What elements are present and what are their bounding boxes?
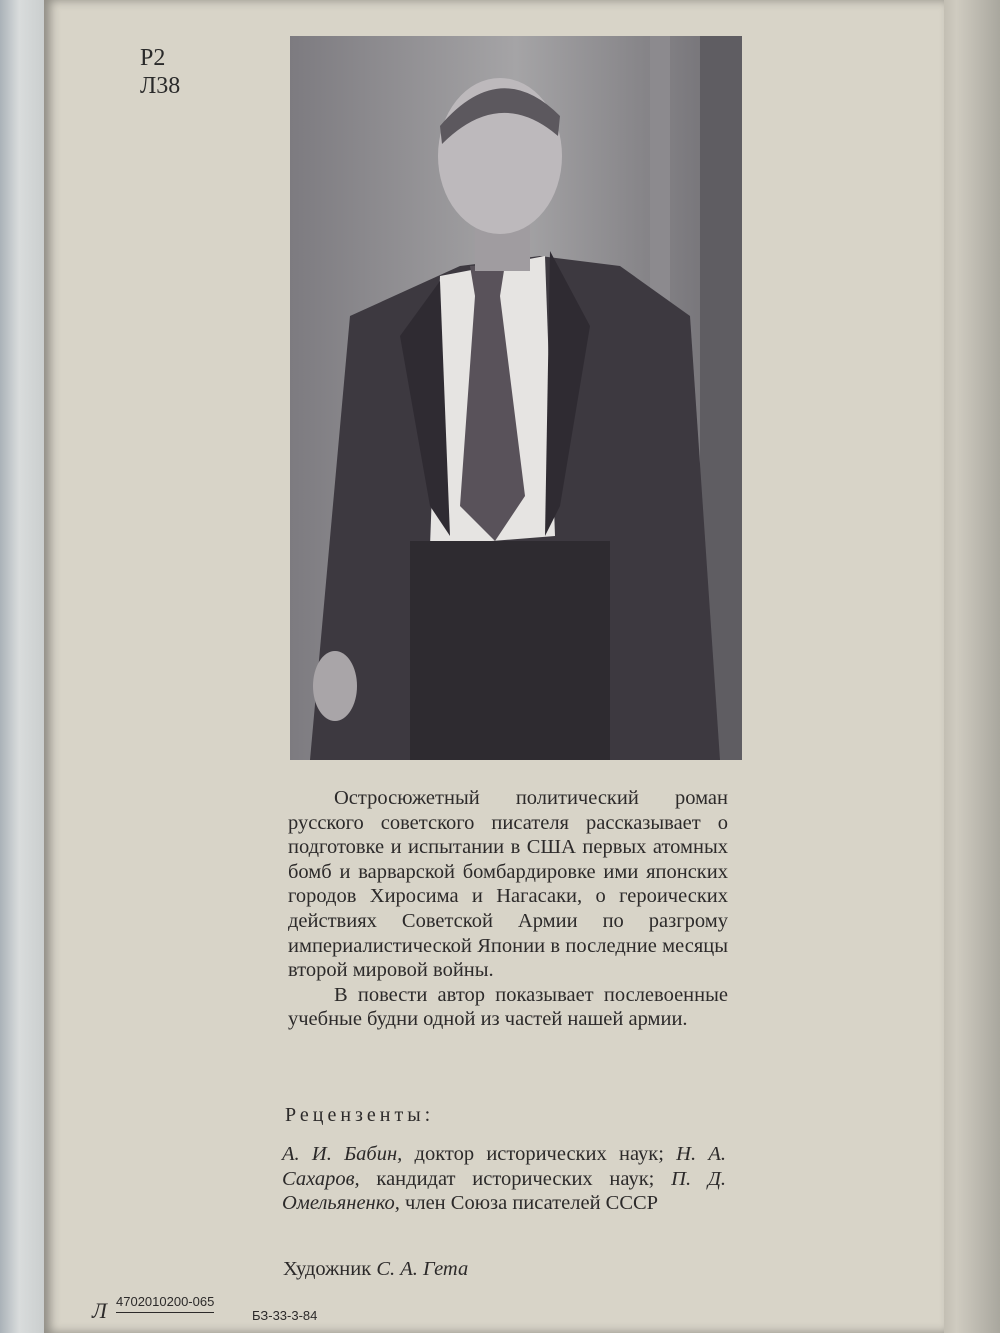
code-bz: БЗ-33-3-84 [252,1308,318,1323]
annotation-paragraph-2: В повести автор показывает послевоенные учебные будни одной из частей нашей армии. [288,983,728,1031]
catalog-code-line2: Л38 [140,73,181,99]
catalog-code [140,44,180,100]
code-letter: Л [92,1298,107,1323]
reviewer-2-name: Н. А. Сахаров, [282,1143,726,1190]
artist-label: Художник [283,1258,377,1280]
artist-name: С. А. Гета [376,1258,469,1280]
reviewer-3-name: П. Д. Омельяненко, [282,1167,726,1215]
publication-codes [92,1294,492,1333]
book-annotation [288,786,728,1032]
reviewer-1-name: А. И. Бабин, [282,1143,403,1165]
artist-credit [283,1258,468,1281]
annotation-paragraph-1: Остросюжетный политический роман русского советского писателя рассказывает о подготовке и испытании в США первых атомных бомб и варварской бомбардировке ими японских городов Хиросима и Нагасаки, о героических действиях Советской Армии по разгрому империалистической Японии в последние месяцы второй мировой войны. [288,787,728,982]
next-page-edge [938,0,1000,1333]
reviewers-heading: Рецензенты: [285,1104,435,1126]
reviewers-list [282,1142,726,1216]
reviewer-1-title: доктор исторических наук; [402,1143,664,1165]
catalog-code-line1: Р2 [140,45,166,71]
book-cover-edge [0,0,48,1333]
code-number: 4702010200-065 [116,1294,214,1313]
reviewer-3-title: член Союза писателей СССР [399,1192,659,1215]
reviewer-2-title: кандидат исторических наук; [359,1167,655,1190]
author-portrait-photo [290,36,742,760]
